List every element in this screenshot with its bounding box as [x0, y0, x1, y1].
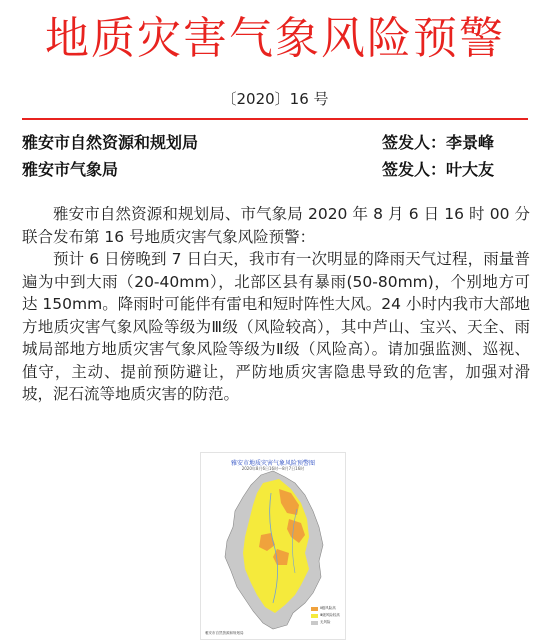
- signer-name-1: 李景峰: [446, 133, 495, 152]
- warning-body: [22, 203, 530, 406]
- map-footer: 雅安市自然资源和规划局: [205, 631, 244, 635]
- legend-item: [311, 605, 343, 612]
- body-paragraph-2: 预计 6 日傍晚到 7 日白天，我市有一次明显的降雨天气过程，雨量普遍为中到大雨（20-40mm），北部区县有暴雨(50-80mm)，个别地方可达 150mm。降雨时可能伴有雷电和短时阵性大风。24 小时内我市大部地方地质灾害气象风险等级为Ⅲ级（风险较高），其中芦山、宝兴、天全、雨城局部地方地质灾害气象风险等级为Ⅱ级（风险高）。请加强监测、巡视、值守，主动、提前预防避让，严防地质灾害隐患导致的危害，加强对滑坡，泥石流等地质灾害的防范。: [22, 250, 530, 403]
- legend-label: Ⅲ级风险较高: [320, 613, 340, 617]
- header-divider: [22, 118, 528, 120]
- body-paragraph-1: 雅安市自然资源和规划局、市气象局 2020 年 8 月 6 日 16 时 00 分联合发布第 16 号地质灾害气象风险预警：: [22, 205, 530, 246]
- legend-item: [311, 612, 343, 619]
- signer-2: [382, 157, 494, 180]
- legend-swatch-none: [311, 621, 318, 625]
- legend-label: 无风险: [320, 620, 331, 624]
- risk-map: [200, 452, 346, 640]
- issue-number: 〔2020〕16 号: [221, 90, 329, 108]
- signer-name-2: 叶大友: [446, 160, 495, 179]
- issuer-name-1: 雅安市自然资源和规划局: [22, 133, 199, 152]
- signer-label-2: 签发人：: [382, 160, 447, 179]
- document-title: 地质灾害气象风险预警: [45, 13, 505, 64]
- legend-swatch-level-3: [311, 614, 318, 618]
- legend-swatch-level-2: [311, 607, 318, 611]
- legend-label: Ⅱ级风险高: [320, 606, 336, 610]
- legend-item: [311, 619, 343, 626]
- map-subtitle: 2020年8月6日16时～8月7日16时: [241, 466, 305, 471]
- signer-label-1: 签发人：: [382, 133, 447, 152]
- map-legend: [311, 605, 343, 626]
- signer-1: [382, 130, 494, 153]
- issuer-name-2: 雅安市气象局: [22, 160, 119, 179]
- map-title: 雅安市地质灾害气象风险预警图: [230, 460, 315, 467]
